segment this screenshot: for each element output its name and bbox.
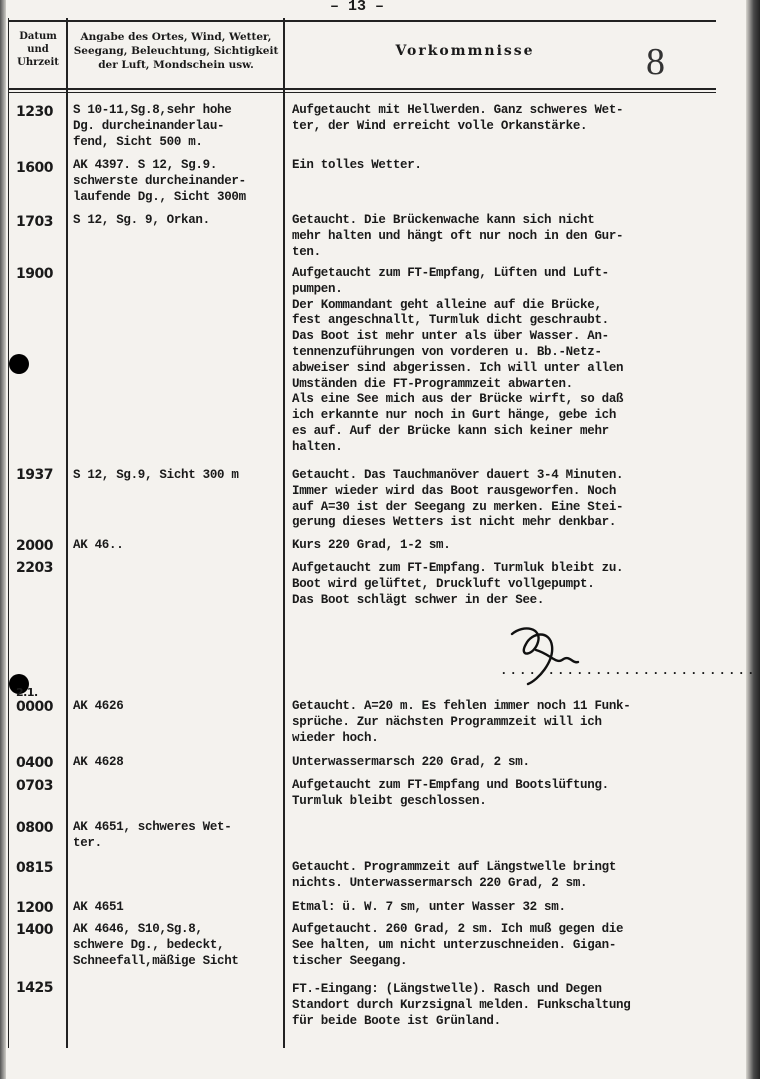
event-1425: FT.-Eingang: (Längstwelle). Rasch und Degen Standort durch Kurzsignal melden. Funkschaltung für beide Boote ist Grünland.: [292, 982, 631, 1028]
date-marker: 2.1.: [16, 686, 38, 699]
time-0000: 0000: [16, 699, 53, 715]
time-1230: 1230: [16, 104, 53, 120]
header-datum: Datum und Uhrzeit: [17, 31, 59, 68]
event-0000: Getaucht. A=20 m. Es fehlen immer noch 11 Funk- sprüche. Zur nächsten Programmzeit will ich wieder hoch.: [292, 699, 631, 745]
time-2203: 2203: [16, 560, 53, 576]
time-0815: 0815: [16, 860, 53, 876]
wx-0800: AK 4651, schweres Wet- ter.: [73, 820, 232, 850]
time-1425: 1425: [16, 980, 53, 996]
event-1937: Getaucht. Das Tauchmanöver dauert 3-4 Minuten. Immer wieder wird das Boot rausgeworfen. Noch auf A=30 ist der Seegang zu merken. Eine Stei- gerung dieses Wetters ist nicht mehr denkbar.: [292, 468, 624, 530]
event-1230: Aufgetaucht mit Hellwerden. Ganz schweres Wet- ter, der Wind erreicht volle Orkanstärke.: [292, 103, 624, 133]
time-1600: 1600: [16, 160, 53, 176]
header-angabe: Angabe des Ortes, Wind, Wetter, Seegang, Beleuchtung, Sichtigkeit der Luft, Mondschein usw.: [73, 31, 279, 71]
wx-1937: S 12, Sg.9, Sicht 300 m: [73, 468, 239, 482]
event-1200: Etmal: ü. W. 7 sm, unter Wasser 32 sm.: [292, 900, 566, 914]
table-top-rule: [8, 20, 716, 22]
wx-1703: S 12, Sg. 9, Orkan.: [73, 213, 210, 227]
event-1900: Aufgetaucht zum FT-Empfang, Lüften und Luft- pumpen. Der Kommandant geht alleine auf die Brücke, fest angeschnallt, Turmluk dicht geschraubt. Das Boot ist mehr unter als über Wasser. An- tennenzuführungen von vorderen u. Bb.-Netz- abweiser sind abgerissen. Ich will unter allen Umständen die FT-Programmzeit abwarten. Als eine See mich aus der Brücke wirft, so daß ich erkannte nur noch in Gurt hänge, gebe ich es auf. Auf der Brücke kann sich keiner mehr halten.: [292, 266, 624, 454]
event-0703: Aufgetaucht zum FT-Empfang und Bootslüftung. Turmluk bleibt geschlossen.: [292, 778, 609, 808]
wx-0000: AK 4626: [73, 699, 124, 713]
wx-1200: AK 4651: [73, 900, 124, 914]
time-1937: 1937: [16, 467, 53, 483]
event-0815: Getaucht. Programmzeit auf Längstwelle bringt nichts. Unterwassermarsch 220 Grad, 2 sm.: [292, 860, 617, 890]
event-2203: Aufgetaucht zum FT-Empfang. Turmluk bleibt zu. Boot wird gelüftet, Druckluft vollgepumpt. Das Boot schlägt schwer in der See.: [292, 561, 624, 607]
sheet-number: 8: [646, 41, 665, 83]
wx-2000: AK 46..: [73, 538, 124, 552]
time-2000: 2000: [16, 538, 53, 554]
event-1703: Getaucht. Die Brückenwache kann sich nicht mehr halten und hängt oft nur noch in den Gur- ten.: [292, 213, 624, 259]
event-2000: Kurs 220 Grad, 1-2 sm.: [292, 538, 451, 552]
header-vorkommnisse: Vorkommnisse: [395, 43, 535, 59]
time-1200: 1200: [16, 900, 53, 916]
punch-hole-upper: [9, 354, 29, 374]
column-divider-1: [66, 18, 68, 1048]
event-1600: Ein tolles Wetter.: [292, 158, 422, 172]
column-divider-left: [8, 18, 9, 1048]
page-number: – 13 –: [330, 0, 385, 15]
time-1703: 1703: [16, 214, 53, 230]
time-1900: 1900: [16, 266, 53, 282]
event-0400: Unterwassermarsch 220 Grad, 2 sm.: [292, 755, 530, 769]
time-0703: 0703: [16, 778, 53, 794]
wx-1400: AK 4646, S10,Sg.8, schwere Dg., bedeckt, Schneefall,mäßige Sicht: [73, 922, 239, 968]
header-rule-2: [8, 92, 716, 93]
wx-1230: S 10-11,Sg.8,sehr hohe Dg. durcheinanderlau- fend, Sicht 500 m.: [73, 103, 232, 149]
wx-1600: AK 4397. S 12, Sg.9. schwerste durcheinander- laufende Dg., Sicht 300m: [73, 158, 246, 204]
time-1400: 1400: [16, 922, 53, 938]
time-0400: 0400: [16, 755, 53, 771]
column-divider-2: [283, 18, 285, 1048]
time-0800: 0800: [16, 820, 53, 836]
signature-dots: ...........................: [500, 664, 757, 678]
event-1400: Aufgetaucht. 260 Grad, 2 sm. Ich muß gegen die See halten, um nicht unterzuschneiden. Gigan- tischer Seegang.: [292, 922, 624, 968]
wx-0400: AK 4628: [73, 755, 124, 769]
scan-right-edge: [746, 0, 760, 1079]
header-rule: [8, 88, 716, 90]
scan-left-edge: [0, 0, 6, 1079]
